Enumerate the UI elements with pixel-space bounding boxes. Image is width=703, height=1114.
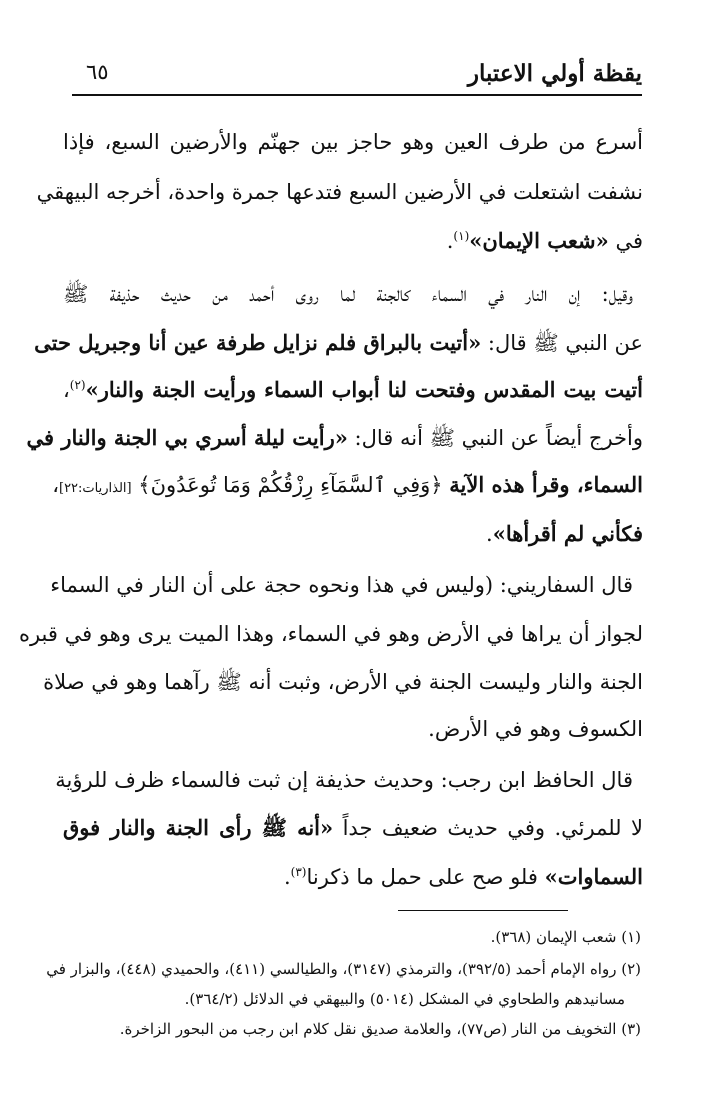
text-line — [52, 465, 643, 509]
text-line — [63, 514, 643, 554]
text-line: الكسوف وهو في الأرض. — [428, 717, 643, 741]
text-line: لجواز أن يراها في الأرض وهو في السماء، وهذا الميت يرى وهو في قبره — [18, 622, 643, 646]
hadith-text: «رأيت ليلة أسري بي الجنة والنار في — [26, 425, 348, 450]
text-span: في — [608, 229, 643, 253]
hadith-text: أتيت بيت المقدس وفتحت لنا أبواب السماء ورأيت الجنة والنار» — [85, 377, 643, 402]
text-span: . — [283, 865, 291, 889]
hadith-text: «أنه ﷺ رأى الجنة والنار فوق — [63, 815, 334, 840]
text-line: وقيل: إن النار في السماء كالجنة لما روى أحمد من حديث حذيفة ﷺ — [63, 282, 633, 306]
footnote-1: (١) شعب الإيمان (٣٦٨). — [490, 928, 641, 946]
text-line: الجنة والنار وليست الجنة في الأرض، وثبت أنه ﷺ رآهما وهو في صلاة — [43, 670, 643, 694]
text-span: عن النبي ﷺ قال: — [481, 331, 643, 355]
footnote-3: (٣) التخويف من النار (ص٧٧)، والعلامة صديق نقل كلام ابن رجب من البحور الزاخرة. — [119, 1020, 641, 1038]
book-title: «شعب الإيمان» — [469, 228, 609, 253]
footnote-separator — [398, 910, 568, 911]
hadith-text: السماوات» — [544, 864, 643, 889]
running-header — [72, 56, 642, 96]
quran-verse: ﴿وَفِي ٱلسَّمَآءِ رِزْقُكُمْ وَمَا تُوعَدُونَ﴾ — [131, 473, 450, 497]
text-span: . — [446, 229, 454, 253]
text-span: ، — [52, 473, 59, 497]
text-span: وأخرج أيضاً عن النبي ﷺ أنه قال: — [347, 426, 643, 450]
header-title: يقظة أولي الاعتبار — [467, 60, 642, 87]
footnote-ref: (٣) — [290, 865, 307, 879]
text-line: نشفت اشتعلت في الأرضين السبع فتدعها جمرة واحدة، أخرجه البيهقي — [36, 180, 643, 204]
text-line — [26, 418, 643, 458]
text-line — [63, 221, 643, 261]
page-number: ٦٥ — [86, 60, 109, 84]
text-span: فلو صح على حمل ما ذكرنا — [306, 865, 545, 889]
verse-reference: [الذاريات:٢٢] — [58, 481, 132, 496]
footnote-ref: (٢) — [69, 378, 86, 392]
hadith-text: «أتيت بالبراق فلم نزايل طرفة عين أنا وجبريل حتى — [34, 330, 482, 355]
footnote-2-continued: مسانيدهم والطحاوي في المشكل (٥٠١٤) والبيهقي في الدلائل (٣٦٤/٢). — [184, 990, 625, 1008]
hadith-text: فكأني لم أقرأها» — [492, 521, 643, 546]
text-line: أسرع من طرف العين وهو حاجز بين جهنّم والأرضين السبع، فإذا — [63, 130, 643, 154]
footnote-ref: (١) — [453, 229, 470, 243]
footnote-2: (٢) رواه الإمام أحمد (٣٩٢/٥)، والترمذي (٣١٤٧)، والطيالسي (٤١١)، والحميدي (٤٤٨)، والبزار في — [46, 960, 641, 978]
text-span: لا للمرئي. وفي حديث ضعيف جداً — [333, 816, 643, 840]
text-line — [63, 370, 643, 410]
text-span: . — [486, 522, 493, 546]
text-line: قال السفاريني: (وليس في هذا ونحوه حجة على أن النار في السماء — [50, 573, 633, 597]
text-line — [63, 857, 643, 897]
text-line: قال الحافظ ابن رجب: وحديث حذيفة إن ثبت فالسماء ظرف للرؤية — [55, 768, 633, 792]
hadith-text: السماء، وقرأ هذه الآية — [449, 472, 643, 497]
text-line — [34, 323, 643, 363]
text-line — [63, 808, 643, 848]
text-span: ، — [63, 378, 70, 402]
